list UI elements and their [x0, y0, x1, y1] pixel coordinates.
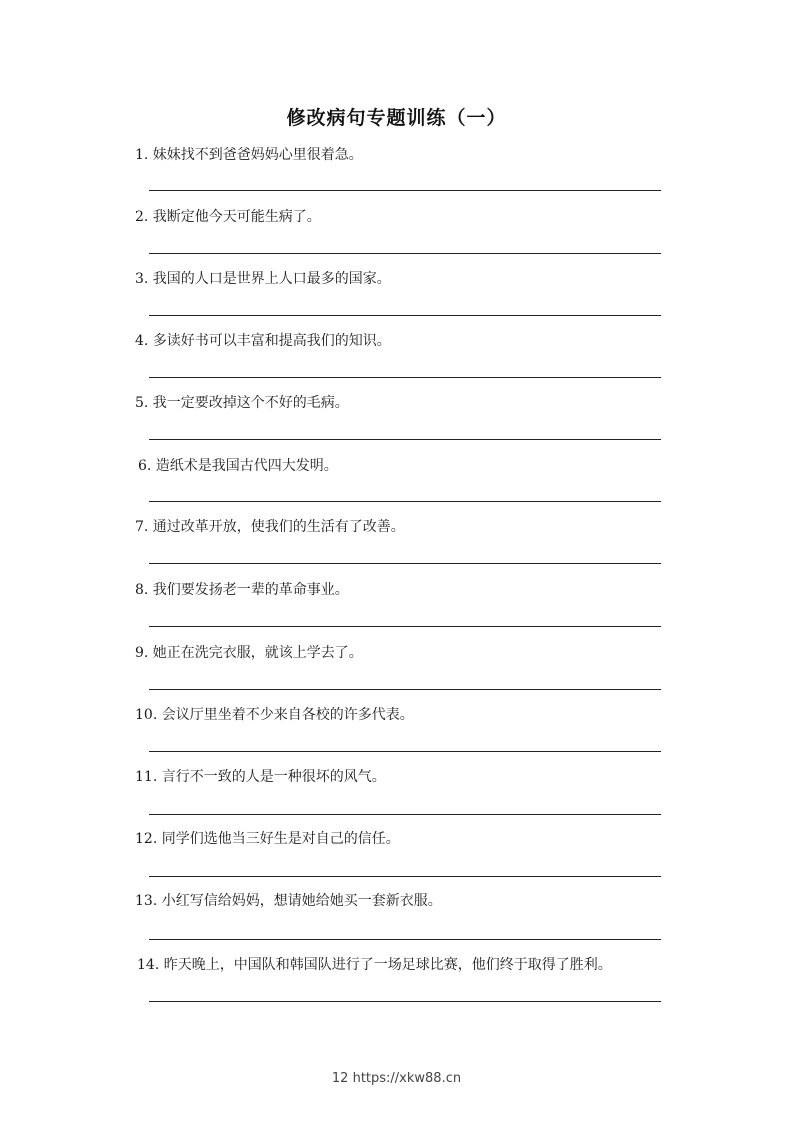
answer-line-4[interactable] [149, 377, 661, 378]
question-5: 5. 我一定要改掉这个不好的毛病。 [135, 395, 349, 411]
answer-line-2[interactable] [149, 253, 661, 254]
page-title: 修改病句专题训练（一） [286, 107, 507, 129]
question-9: 9. 她正在洗完衣服，就该上学去了。 [135, 645, 363, 661]
answer-line-7[interactable] [149, 563, 661, 564]
answer-line-13[interactable] [149, 939, 661, 940]
answer-line-9[interactable] [149, 689, 661, 690]
answer-line-11[interactable] [149, 814, 661, 815]
question-1: 1. 妹妹找不到爸爸妈妈心里很着急。 [135, 147, 363, 163]
answer-line-3[interactable] [149, 315, 661, 316]
question-12: 12. 同学们选他当三好生是对自己的信任。 [135, 831, 400, 847]
question-13: 13. 小红写信给妈妈，想请她给她买一套新衣服。 [135, 893, 442, 909]
answer-line-5[interactable] [149, 439, 661, 440]
answer-line-12[interactable] [149, 876, 661, 877]
answer-line-6[interactable] [149, 501, 661, 502]
answer-line-10[interactable] [149, 751, 661, 752]
question-7: 7. 通过改革开放，使我们的生活有了改善。 [135, 519, 405, 535]
answer-line-8[interactable] [149, 626, 661, 627]
question-10: 10. 会议厅里坐着不少来自各校的许多代表。 [135, 707, 414, 723]
answer-line-1[interactable] [149, 190, 661, 191]
question-2: 2. 我断定他今天可能生病了。 [135, 209, 321, 225]
question-3: 3. 我国的人口是世界上人口最多的国家。 [135, 271, 391, 287]
answer-line-14[interactable] [149, 1001, 661, 1002]
page-footer: 12 https://xkw88.cn [331, 1071, 462, 1086]
question-8: 8. 我们要发扬老一辈的革命事业。 [135, 582, 349, 598]
question-14: 14. 昨天晚上，中国队和韩国队进行了一场足球比赛，他们终于取得了胜利。 [137, 957, 612, 973]
question-6: 6. 造纸术是我国古代四大发明。 [138, 458, 338, 474]
question-4: 4. 多读好书可以丰富和提高我们的知识。 [135, 333, 391, 349]
question-11: 11. 言行不一致的人是一种很坏的风气。 [135, 769, 386, 785]
